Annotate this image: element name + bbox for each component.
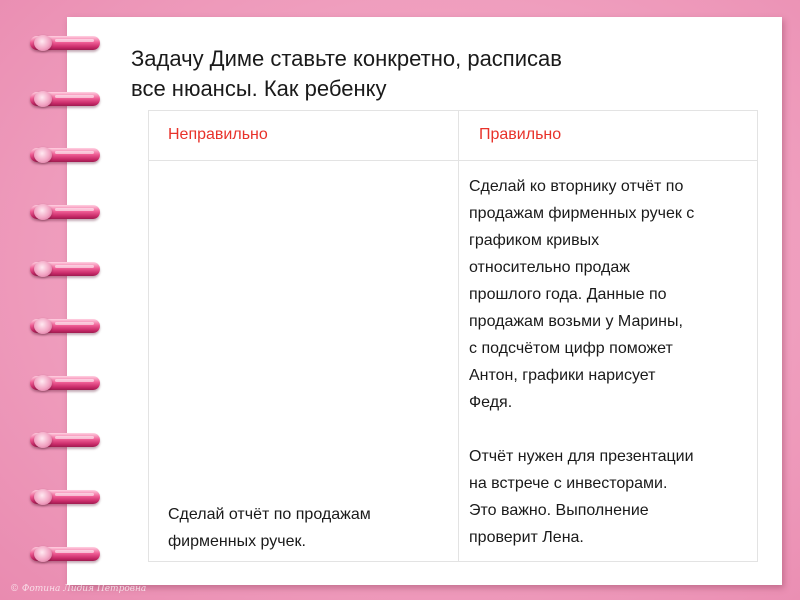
binding-ring-icon: [30, 319, 100, 333]
header-wrong: Неправильно: [148, 110, 459, 161]
table-row: [148, 161, 758, 562]
cell-wrong: [148, 161, 459, 562]
spiral-binding: [0, 0, 120, 600]
header-right: Правильно: [459, 110, 759, 161]
slide-title-line-2: все нюансы. Как ребенку: [131, 76, 387, 101]
slide-title: [131, 44, 751, 104]
binding-ring-icon: [30, 92, 100, 106]
right-example-text-2: Отчёт нужен для презентации на встрече с инвесторами. Это важно. Выполнение проверит Лена.: [469, 448, 694, 546]
comparison-table: [148, 110, 758, 561]
cell-right: [459, 161, 759, 562]
slide-title-line-1: Задачу Диме ставьте конкретно, расписав: [131, 46, 562, 71]
binding-ring-icon: [30, 490, 100, 504]
binding-ring-icon: [30, 262, 100, 276]
watermark: © Фотина Лидия Петровна: [10, 584, 147, 594]
right-example-text-1: Сделай ко вторнику отчёт по продажам фирменных ручек с графиком кривых относительно продаж прошлого года. Данные по продажам возьми у Марины, с подсчётом цифр поможет Антон, графики нарисует Федя.: [469, 178, 695, 411]
binding-ring-icon: [30, 36, 100, 50]
table-header-row: [148, 110, 758, 161]
binding-ring-icon: [30, 376, 100, 390]
binding-ring-icon: [30, 433, 100, 447]
wrong-example-text: Сделай отчёт по продажам фирменных ручек.: [168, 506, 371, 550]
binding-ring-icon: [30, 148, 100, 162]
binding-ring-icon: [30, 547, 100, 561]
binding-ring-icon: [30, 205, 100, 219]
